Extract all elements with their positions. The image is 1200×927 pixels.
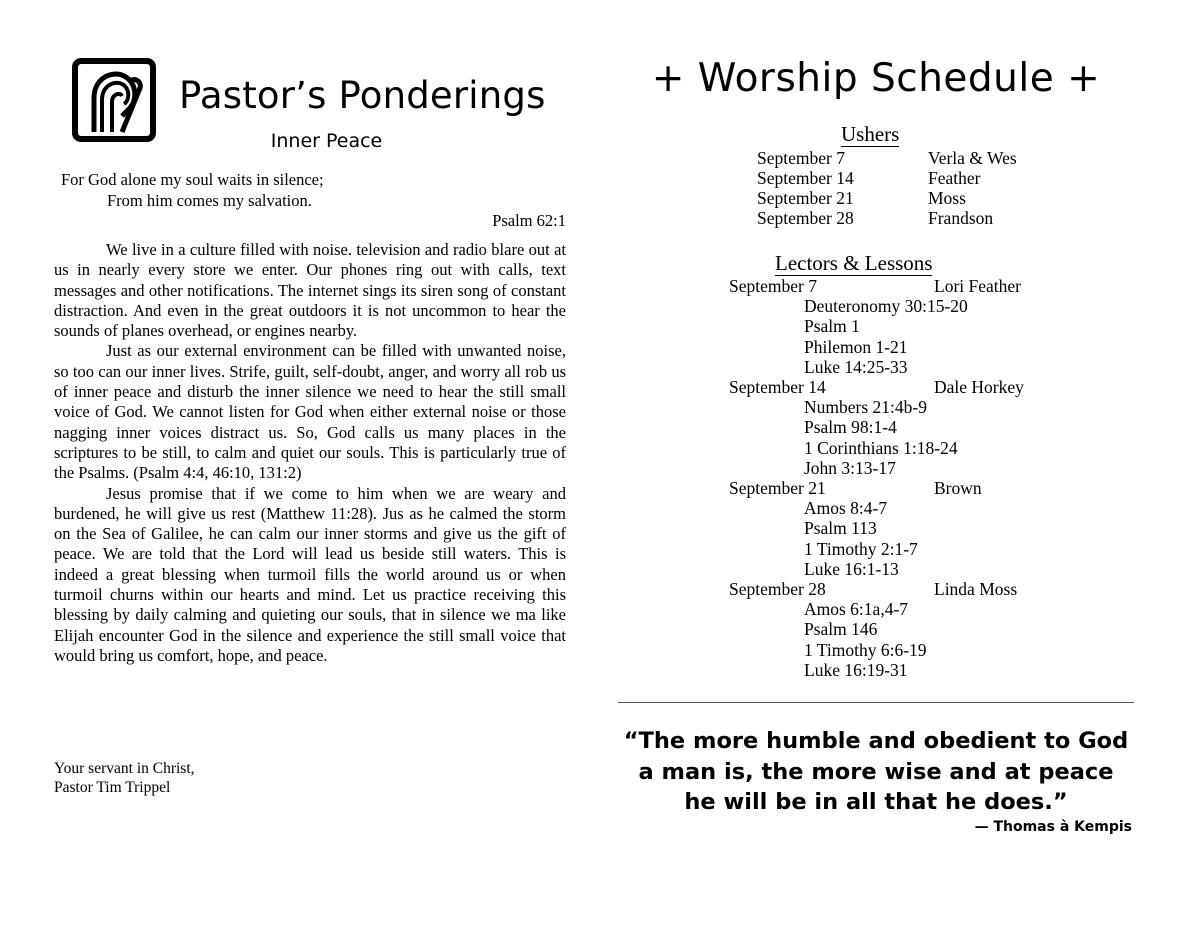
lesson: Philemon 1-21 bbox=[804, 336, 908, 357]
lector-row bbox=[729, 579, 1024, 599]
verse-line-1: For God alone my soul waits in silence; bbox=[61, 170, 324, 189]
quote-line-3: he will be in all that he does.” bbox=[684, 789, 1068, 815]
lesson: John 3:13-17 bbox=[804, 457, 896, 478]
signoff-line-2: Pastor Tim Trippel bbox=[54, 779, 171, 796]
ushers-list bbox=[757, 148, 1017, 228]
article-subtitle: Inner Peace bbox=[270, 130, 383, 152]
lector-name: Lori Feather bbox=[934, 276, 1021, 296]
usher-date: September 28 bbox=[757, 208, 854, 228]
lector-date: September 14 bbox=[729, 377, 826, 398]
usher-date: September 14 bbox=[757, 168, 854, 188]
lector-name: Dale Horkey bbox=[934, 377, 1024, 398]
lesson: Deuteronomy 30:15-20 bbox=[804, 296, 968, 317]
lesson: 1 Corinthians 1:18-24 bbox=[804, 437, 958, 458]
paragraph: Just as our external environment can be filled with unwanted noise, so too can our inner lives. Strife, guilt, self-doubt, anger, and worry all rob us of inner peace and disturb the inner silence we need to hear the still small voice of God. We cannot listen for God when either external noise or those nagging inner voices distract us. So, God calls us many places in the scriptures to be still, to calm and quiet our souls. This is particularly true of the Psalms. (Psalm 4:4, 46:10, 131:2) bbox=[54, 341, 566, 483]
lector-row bbox=[729, 478, 1024, 498]
lector-date: September 28 bbox=[729, 579, 826, 600]
lesson: Amos 6:1a,4-7 bbox=[804, 599, 909, 620]
lectors-list bbox=[729, 276, 1024, 680]
lesson: Luke 14:25-33 bbox=[804, 356, 908, 377]
usher-date: September 21 bbox=[757, 188, 854, 208]
lectors-heading: Lectors & Lessons bbox=[775, 251, 933, 275]
paragraph: Jesus promise that if we come to him when we are weary and burdened, he will give us rest (Matthew 11:28). Jus as he calmed the storm on the Sea of Galilee, he can calm our inner storms and give us the gift of peace. We are told that the Lord will lead us beside still waters. This is indeed a great blessing when turmoil fills the world around us or when turmoil churns within our hearts and mind. Let us practice receiving this blessing by daily calming and quieting our souls, that in silence we ma like Elijah encounter God in the silence and experience the still small voice that would bring us comfort, hope, and peace. bbox=[54, 483, 566, 665]
verse-reference: Psalm 62:1 bbox=[492, 211, 566, 230]
lesson: Psalm 113 bbox=[804, 518, 877, 539]
usher-row bbox=[757, 168, 1017, 188]
usher-row bbox=[757, 208, 1017, 228]
quote-line-1: “The more humble and obedient to God bbox=[623, 728, 1129, 754]
lector-name: Brown bbox=[934, 478, 982, 499]
lesson: Amos 8:4-7 bbox=[804, 498, 888, 519]
worship-schedule-title: + Worship Schedule + bbox=[651, 56, 1101, 101]
lector-date: September 7 bbox=[729, 276, 817, 296]
lesson: Psalm 146 bbox=[804, 619, 878, 640]
lesson: Psalm 1 bbox=[804, 316, 860, 337]
lesson: Numbers 21:4b-9 bbox=[804, 397, 927, 418]
usher-name: Moss bbox=[928, 188, 966, 208]
lector-date: September 21 bbox=[729, 478, 826, 499]
page-title: Pastor’s Ponderings bbox=[179, 74, 546, 117]
lesson: Luke 16:1-13 bbox=[804, 558, 899, 579]
lesson: Psalm 98:1-4 bbox=[804, 417, 897, 438]
usher-name: Verla & Wes bbox=[928, 148, 1017, 168]
article-body bbox=[54, 240, 566, 666]
scripture-verse bbox=[54, 170, 566, 232]
usher-row bbox=[757, 148, 1017, 168]
lesson: Luke 16:19-31 bbox=[804, 659, 908, 680]
quote-line-2: a man is, the more wise and at peace bbox=[638, 758, 1114, 785]
signoff-line-1: Your servant in Christ, bbox=[54, 760, 195, 777]
usher-name: Frandson bbox=[928, 208, 994, 228]
divider bbox=[618, 702, 1134, 703]
usher-name: Feather bbox=[928, 168, 981, 188]
quote-attribution: — Thomas à Kempis bbox=[974, 819, 1132, 835]
lector-row bbox=[729, 276, 1024, 296]
lesson: 1 Timothy 6:6-19 bbox=[804, 639, 927, 660]
usher-row bbox=[757, 188, 1017, 208]
ushers-heading: Ushers bbox=[841, 122, 900, 146]
lesson: 1 Timothy 2:1-7 bbox=[804, 538, 918, 559]
paragraph: We live in a culture filled with noise. television and radio blare out at us in nearly every store we enter. Our phones ring out with calls, text messages and other notifications. The internet sings its siren song of constant distraction. And even in the great outdoors it is not uncommon to hear the sounds of planes overhead, or engines nearby. bbox=[54, 240, 566, 341]
lector-row bbox=[729, 377, 1024, 397]
signoff bbox=[54, 759, 195, 797]
quote bbox=[618, 726, 1134, 818]
usher-date: September 7 bbox=[757, 148, 845, 168]
verse-line-2: From him comes my salvation. bbox=[107, 190, 312, 210]
lector-name: Linda Moss bbox=[934, 579, 1018, 600]
